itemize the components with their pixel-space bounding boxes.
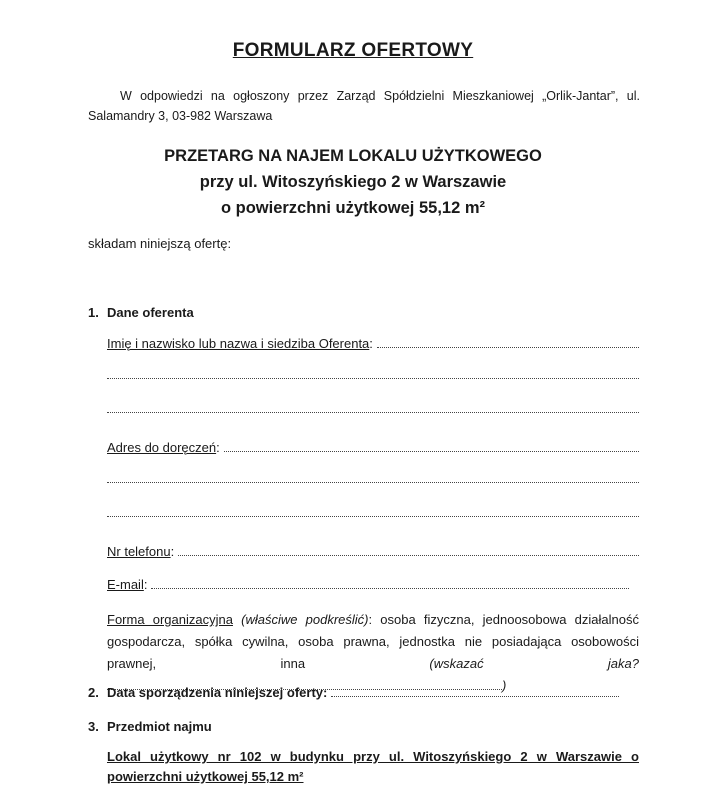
section-1-number: 1. [88, 305, 99, 320]
name-field-label: Imię i nazwisko lub nazwa i siedziba Oferenta [107, 336, 370, 351]
name-field-line-3[interactable] [107, 411, 639, 413]
section-3-title: Przedmiot najmu [107, 719, 212, 734]
phone-field-row[interactable] [107, 541, 639, 559]
offer-statement: składam niniejszą ofertę: [88, 236, 232, 251]
name-field-line-2[interactable] [107, 377, 639, 379]
address-field-line-2[interactable] [107, 481, 639, 483]
section-2-number: 2. [88, 685, 99, 700]
phone-field-line[interactable] [178, 543, 639, 556]
section-3-number: 3. [88, 719, 99, 734]
email-field-label: E-mail [107, 577, 144, 592]
address-field-line[interactable] [224, 439, 639, 452]
heading-line-3: o powierzchni użytkowej 55,12 m² [220, 199, 486, 217]
section-2-title: Data sporządzenia niniejszej oferty: [107, 685, 328, 700]
phone-field-colon: : [170, 544, 175, 559]
organization-form-hint: (właściwe podkreślić) [241, 612, 369, 627]
date-field-line[interactable] [331, 684, 619, 697]
address-field-label: Adres do doręczeń [107, 440, 217, 455]
address-field-line-3[interactable] [107, 515, 639, 517]
heading-line-1: PRZETARG NA NAJEM LOKALU UŻYTKOWEGO [164, 147, 542, 165]
phone-field-label: Nr telefonu [107, 544, 171, 559]
section-1-title: Dane oferenta [107, 305, 194, 320]
rental-subject: Lokal użytkowy nr 102 w budynku przy ul. Witoszyńskiego 2 w Warszawie o powierzchni użytkowej 55,12 m² [107, 749, 639, 784]
name-field-row[interactable] [107, 333, 639, 351]
heading-line-2: przy ul. Witoszyńskiego 2 w Warszawie [199, 173, 507, 191]
email-field-row[interactable] [107, 574, 629, 592]
form-title: FORMULARZ OFERTOWY [232, 40, 474, 61]
date-field-row[interactable] [107, 682, 619, 700]
address-field-row[interactable] [107, 437, 639, 455]
name-field-line[interactable] [377, 335, 639, 348]
email-field-line[interactable] [151, 576, 629, 589]
organization-form-label: Forma organizacyjna [107, 612, 233, 627]
address-field-colon: : [216, 440, 220, 455]
organization-form-close: ) [502, 678, 507, 693]
email-field-colon: : [143, 577, 148, 592]
intro-paragraph: W odpowiedzi na ogłoszony przez Zarząd Spółdzielni Mieszkaniowej „Orlik-Jantar”, ul. Salamandry 3, 03-982 Warszawa [88, 89, 640, 123]
name-field-colon: : [369, 336, 373, 351]
organization-form-other-hint: (wskazać jaka? [429, 656, 639, 671]
organization-form-options[interactable]: : osoba fizyczna, jednoosobowa działalność gospodarcza, spółka cywilna, osoba prawna, jednostka nie posiadająca osobowości prawnej, inna [107, 612, 639, 671]
